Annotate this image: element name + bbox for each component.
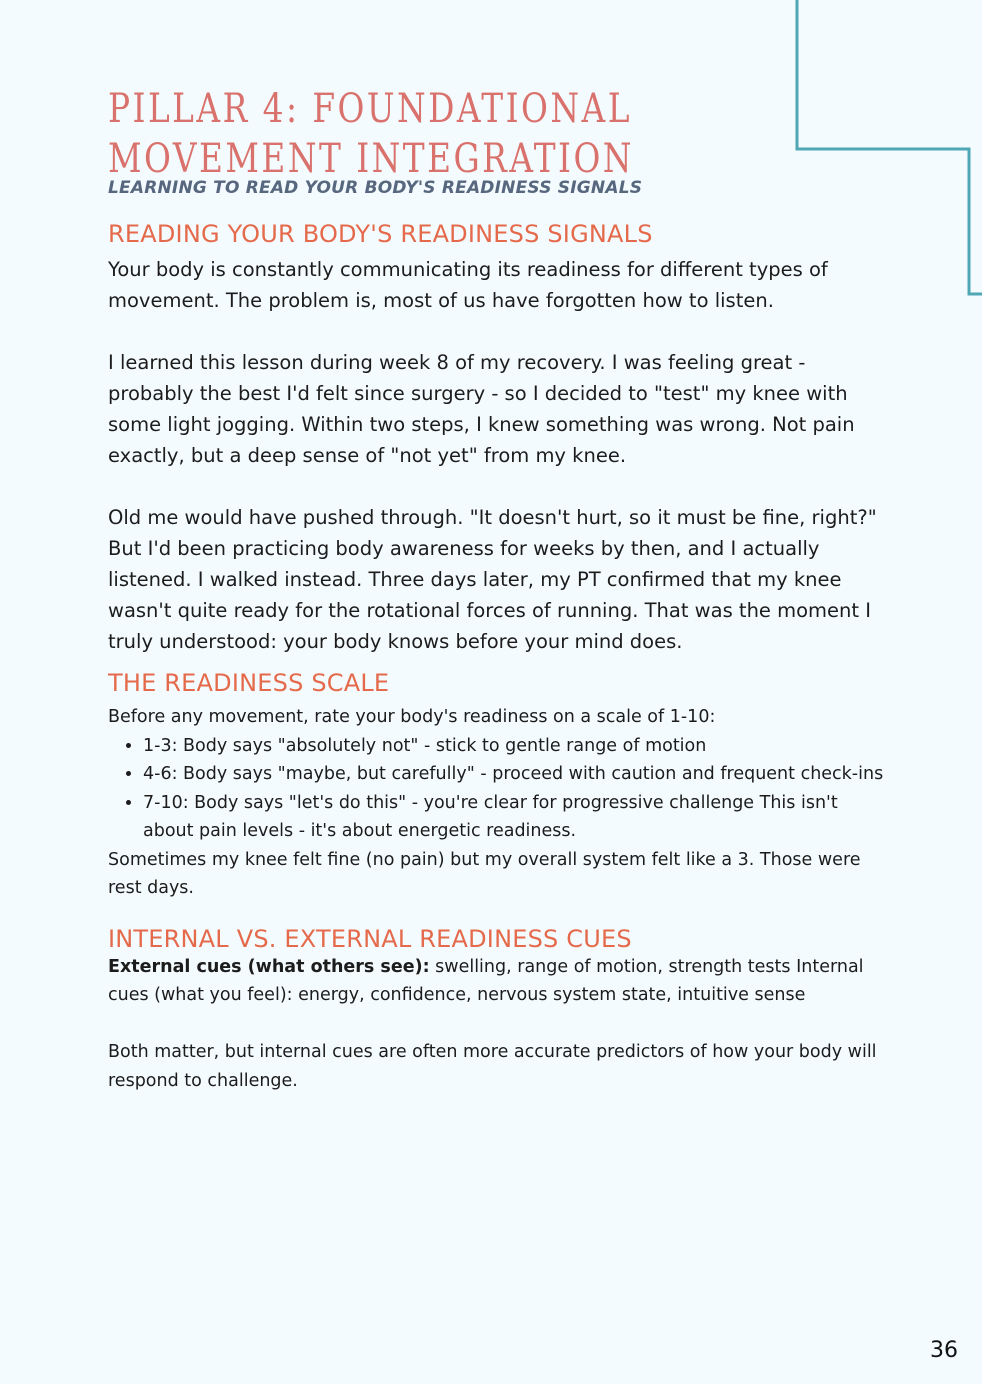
paragraph-reading-1: Your body is constantly communicating its readiness for different types of movement. The problem is, most of us have forgotten how to listen. bbox=[108, 258, 828, 312]
section-heading-scale: THE READINESS SCALE bbox=[108, 669, 390, 697]
scale-after-paragraph: Sometimes my knee felt fine (no pain) but my overall system felt like a 3. Those were rest days. bbox=[108, 849, 861, 898]
section-heading-cues: INTERNAL VS. EXTERNAL READINESS CUES bbox=[108, 924, 632, 953]
paragraph-spacer bbox=[108, 471, 888, 502]
external-cues-label: External cues (what others see): bbox=[108, 956, 430, 977]
page-subtitle: LEARNING TO READ YOUR BODY'S READINESS SIGNALS bbox=[108, 178, 643, 198]
cues-text: swelling, range of motion, strength tests Internal cues (what you feel): energy, confidence, nervous system state, intuitive sense bbox=[108, 956, 864, 1005]
list-item: • 1-3: Body says "absolutely not" - stick to gentle range of motion bbox=[143, 732, 888, 761]
paragraph-spacer bbox=[108, 316, 888, 347]
paragraph-reading-3: Old me would have pushed through. "It doesn't hurt, so it must be fine, right?" But I'd been practicing body awareness for weeks by then, and I actually listened. I walked instead. Three days later, my PT confirmed that my knee wasn't quite ready for the rotational forces of running. That was the moment I truly understood: your body knows before your mind does. bbox=[108, 506, 877, 653]
paragraph-reading-2: I learned this lesson during week 8 of my recovery. I was feeling great - probably the best I'd felt since surgery - so I decided to "test" my knee with some light jogging. Within two steps, I knew something was wrong. Not pain exactly, but a deep sense of "not yet" from my knee. bbox=[108, 351, 855, 467]
cues-paragraph-2: Both matter, but internal cues are often more accurate predictors of how your body will respond to challenge. bbox=[108, 1042, 877, 1091]
cues-paragraph bbox=[108, 953, 888, 1010]
scale-intro: Before any movement, rate your body's readiness on a scale of 1-10: bbox=[108, 707, 716, 727]
section-heading-reading: READING YOUR BODY'S READINESS SIGNALS bbox=[108, 220, 653, 248]
list-item: • 4-6: Body says "maybe, but carefully" - proceed with caution and frequent check-ins bbox=[143, 760, 888, 789]
paragraph-spacer bbox=[108, 1010, 888, 1039]
page-number: 36 bbox=[930, 1338, 958, 1363]
page-content bbox=[108, 84, 888, 1095]
list-item: • 7-10: Body says "let's do this" - you're clear for progressive challenge This isn't about pain levels - it's about energetic readiness. bbox=[143, 789, 888, 846]
readiness-scale-list bbox=[108, 732, 888, 846]
page-title: PILLAR 4: FOUNDATIONAL MOVEMENT INTEGRATION bbox=[108, 86, 634, 182]
